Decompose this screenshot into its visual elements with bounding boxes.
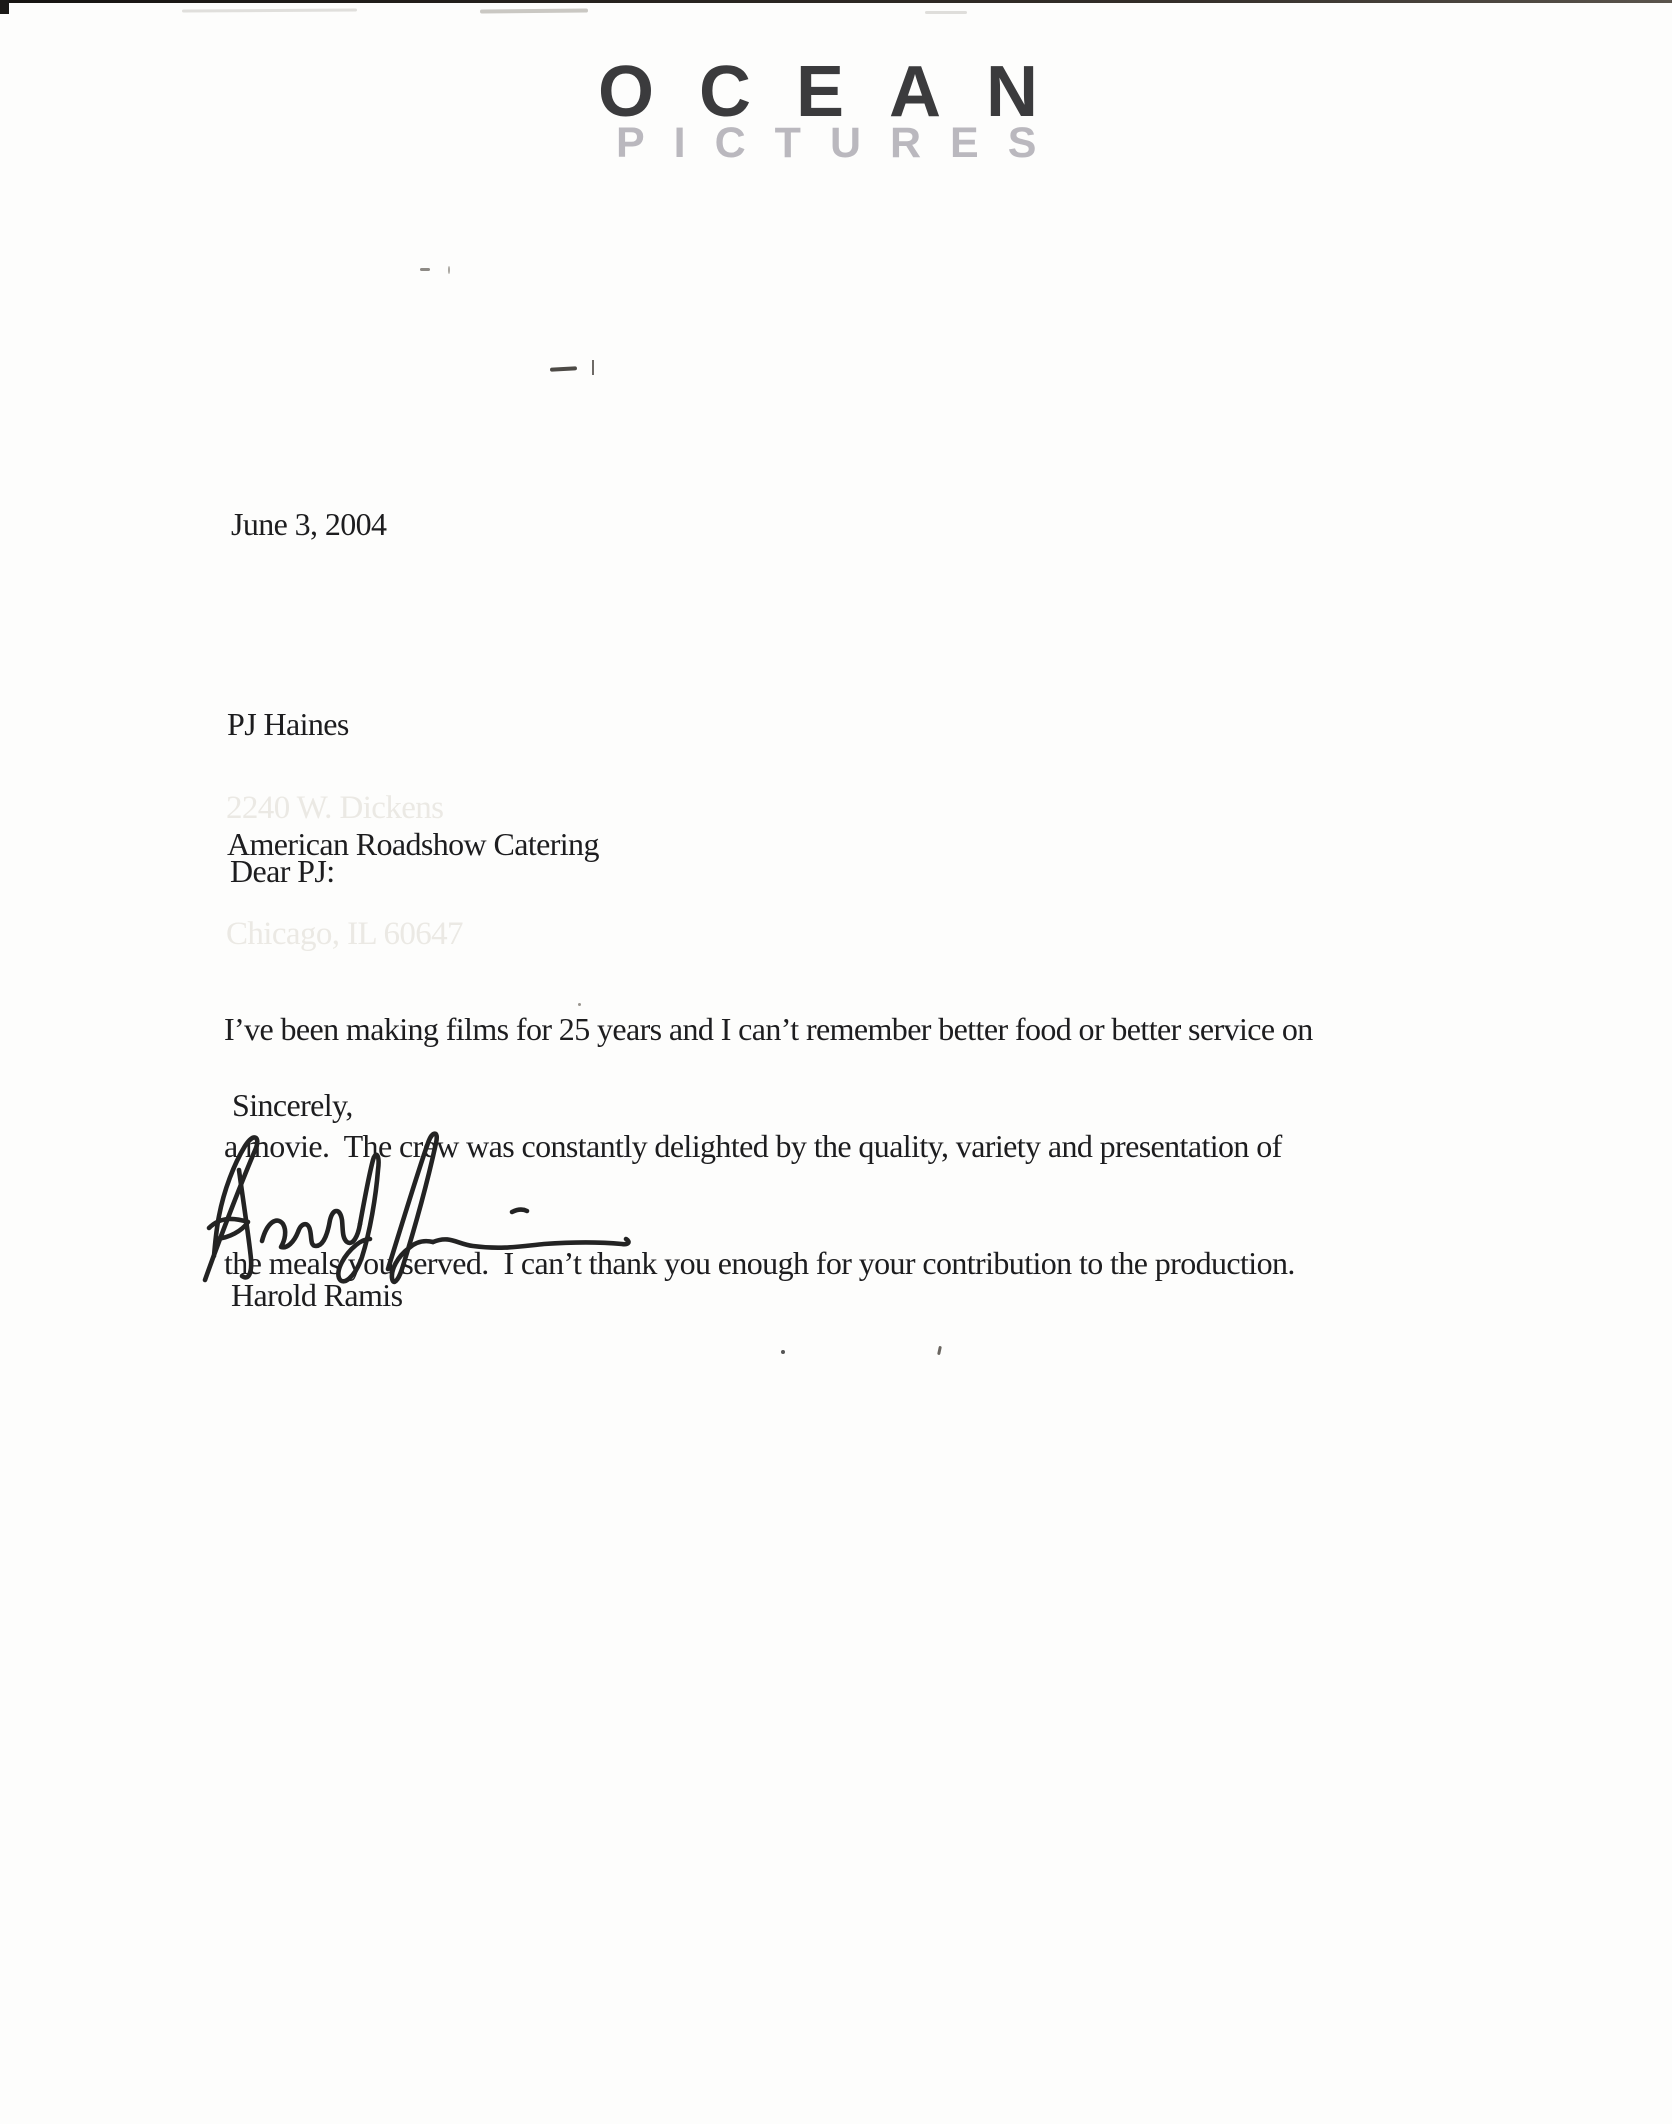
- scan-smudge: [182, 9, 357, 13]
- company-logo-subtitle: PICTURES: [616, 119, 1066, 167]
- recipient-organization: American Roadshow Catering: [227, 826, 599, 862]
- body-line: I’ve been making films for 25 years and I can’t remember better food or better service on: [224, 1011, 1313, 1047]
- scan-smudge: [925, 11, 967, 14]
- letter-date: June 3, 2004: [231, 506, 387, 542]
- recipient-name: PJ Haines: [227, 706, 349, 742]
- scan-artifact-corner: [0, 0, 9, 14]
- signature-icon: [192, 1128, 637, 1296]
- signature-typed-name: Harold Ramis: [231, 1277, 403, 1313]
- body-line: a movie. The crew was constantly delighted by the quality, variety and presentation of: [224, 1128, 1282, 1164]
- scan-artifact-top-edge: [0, 0, 1672, 3]
- scan-pen-dash: [550, 366, 577, 371]
- scan-pen-tick: [592, 360, 594, 375]
- closing: Sincerely,: [232, 1087, 353, 1123]
- scan-speck: [420, 268, 430, 271]
- scan-speck: [448, 266, 450, 274]
- salutation: Dear PJ:: [230, 853, 335, 889]
- recipient-street-faded: 2240 W. Dickens: [226, 790, 444, 826]
- body-line: the meals you served. I can’t thank you enough for your contribution to the production.: [224, 1245, 1295, 1281]
- scan-smudge: [480, 9, 588, 14]
- recipient-city-faded: Chicago, IL 60647: [226, 916, 463, 952]
- company-logo-wordmark: OCEAN: [598, 52, 1084, 132]
